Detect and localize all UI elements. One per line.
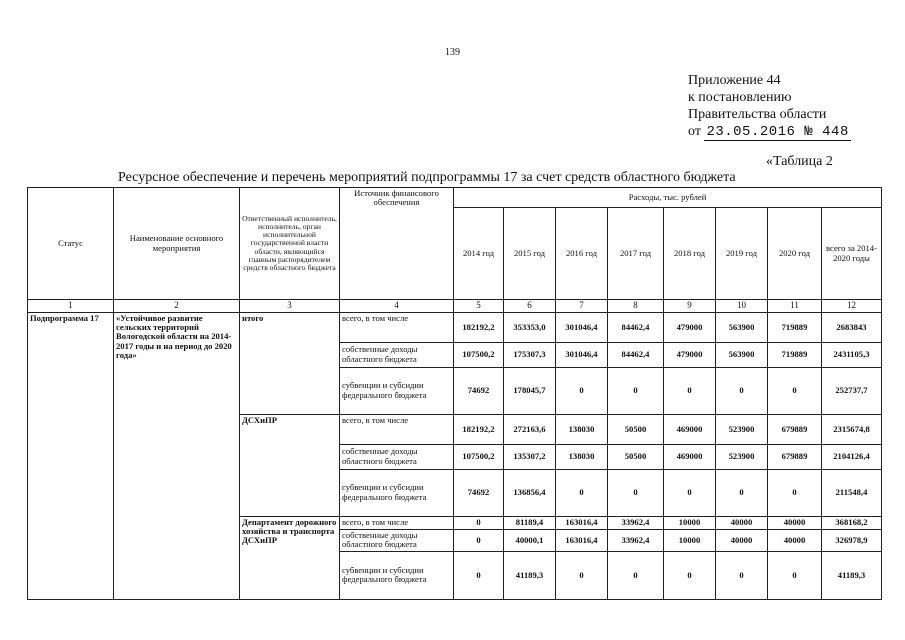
value-cell: 0 <box>608 469 664 516</box>
total-value-cell: 211548,4 <box>822 469 882 516</box>
page-number: 139 <box>445 47 460 58</box>
value-cell: 469000 <box>664 414 716 444</box>
appendix-block <box>688 72 851 141</box>
column-index: 7 <box>556 300 608 313</box>
table-row <box>28 312 882 342</box>
value-cell: 10000 <box>664 529 716 551</box>
column-index: 12 <box>822 300 882 313</box>
value-cell: 719889 <box>768 312 822 342</box>
value-cell: 0 <box>454 516 504 529</box>
value-cell: 163016,4 <box>556 529 608 551</box>
total-value-cell: 41189,3 <box>822 551 882 599</box>
value-cell: 136856,4 <box>504 469 556 516</box>
source-cell: субвенции и субсидии федерального бюджета <box>340 469 454 516</box>
value-cell: 163016,4 <box>556 516 608 529</box>
value-cell: 679889 <box>768 444 822 469</box>
source-cell: всего, в том числе <box>340 312 454 342</box>
value-cell: 40000 <box>768 516 822 529</box>
value-cell: 41189,3 <box>504 551 556 599</box>
value-cell: 479000 <box>664 342 716 367</box>
appendix-date-line <box>688 123 851 141</box>
executor-cell: итого <box>240 312 340 414</box>
column-index: 6 <box>504 300 556 313</box>
value-cell: 719889 <box>768 342 822 367</box>
appendix-line-2: к постановлению <box>688 90 792 105</box>
value-cell: 0 <box>768 367 822 414</box>
header-year-total: всего за 2014-2020 годы <box>822 208 882 300</box>
column-index: 10 <box>716 300 768 313</box>
total-value-cell: 2315674,8 <box>822 414 882 444</box>
table-header <box>28 188 882 300</box>
column-index: 2 <box>114 300 240 313</box>
source-cell: всего, в том числе <box>340 516 454 529</box>
value-cell: 138030 <box>556 444 608 469</box>
resource-table <box>27 187 882 600</box>
header-executor: Ответственный исполнитель, исполнитель, орган исполнительной государственной власти области, являющийся главным распорядителем средств областного бюджета <box>240 188 340 300</box>
table-body <box>28 300 882 600</box>
column-index: 11 <box>768 300 822 313</box>
value-cell: 135307,2 <box>504 444 556 469</box>
value-cell: 0 <box>716 367 768 414</box>
value-cell: 33962,4 <box>608 529 664 551</box>
value-cell: 50500 <box>608 414 664 444</box>
value-cell: 0 <box>768 469 822 516</box>
value-cell: 107500,2 <box>454 342 504 367</box>
column-index: 3 <box>240 300 340 313</box>
source-cell: собственные доходы областного бюджета <box>340 342 454 367</box>
source-cell: субвенции и субсидии федерального бюджета <box>340 367 454 414</box>
appendix-line-3: Правительства области <box>688 107 827 122</box>
appendix-from-label: от <box>688 124 701 139</box>
measure-name-cell: «Устойчивое развитие сельских территорий Вологодской области на 2014-2017 годы и на период до 2020 года» <box>114 312 240 599</box>
value-cell: 182192,2 <box>454 414 504 444</box>
source-cell: субвенции и субсидии федерального бюджета <box>340 551 454 599</box>
total-value-cell: 252737,7 <box>822 367 882 414</box>
value-cell: 523900 <box>716 414 768 444</box>
column-index: 8 <box>608 300 664 313</box>
value-cell: 0 <box>608 551 664 599</box>
value-cell: 0 <box>454 551 504 599</box>
header-year: 2014 год <box>454 208 504 300</box>
value-cell: 33962,4 <box>608 516 664 529</box>
value-cell: 175307,3 <box>504 342 556 367</box>
value-cell: 301046,4 <box>556 342 608 367</box>
value-cell: 469000 <box>664 444 716 469</box>
header-source: Источник финансового обеспечения <box>340 188 454 300</box>
value-cell: 50500 <box>608 444 664 469</box>
value-cell: 40000 <box>768 529 822 551</box>
value-cell: 107500,2 <box>454 444 504 469</box>
executor-cell: ДСХиПР <box>240 414 340 516</box>
value-cell: 353353,0 <box>504 312 556 342</box>
header-year: 2019 год <box>716 208 768 300</box>
total-value-cell: 326978,9 <box>822 529 882 551</box>
status-cell: Подпрограмма 17 <box>28 312 114 599</box>
value-cell: 563900 <box>716 312 768 342</box>
header-year: 2018 год <box>664 208 716 300</box>
header-name: Наименование основного мероприятия <box>114 188 240 300</box>
value-cell: 0 <box>556 551 608 599</box>
value-cell: 40000,1 <box>504 529 556 551</box>
value-cell: 0 <box>556 469 608 516</box>
total-value-cell: 2431105,3 <box>822 342 882 367</box>
value-cell: 40000 <box>716 529 768 551</box>
value-cell: 0 <box>664 551 716 599</box>
column-index: 1 <box>28 300 114 313</box>
header-year: 2020 год <box>768 208 822 300</box>
value-cell: 563900 <box>716 342 768 367</box>
header-year: 2017 год <box>608 208 664 300</box>
table-reference: «Таблица 2 <box>766 154 833 169</box>
value-cell: 84462,4 <box>608 312 664 342</box>
value-cell: 0 <box>664 367 716 414</box>
value-cell: 272163,6 <box>504 414 556 444</box>
value-cell: 679889 <box>768 414 822 444</box>
column-index: 4 <box>340 300 454 313</box>
header-year: 2015 год <box>504 208 556 300</box>
header-expenses: Расходы, тыс. рублей <box>454 188 882 208</box>
value-cell: 523900 <box>716 444 768 469</box>
value-cell: 81189,4 <box>504 516 556 529</box>
value-cell: 74692 <box>454 367 504 414</box>
value-cell: 84462,4 <box>608 342 664 367</box>
column-index-row <box>28 300 882 313</box>
source-cell: собственные доходы областного бюджета <box>340 529 454 551</box>
total-value-cell: 2683843 <box>822 312 882 342</box>
value-cell: 138030 <box>556 414 608 444</box>
value-cell: 0 <box>556 367 608 414</box>
value-cell: 0 <box>664 469 716 516</box>
value-cell: 10000 <box>664 516 716 529</box>
value-cell: 479000 <box>664 312 716 342</box>
decree-date-number-stamp: 23.05.2016 № 448 <box>706 124 849 140</box>
value-cell: 182192,2 <box>454 312 504 342</box>
value-cell: 178045,7 <box>504 367 556 414</box>
value-cell: 74692 <box>454 469 504 516</box>
executor-cell: Департамент дорожного хозяйства и транспорта ДСХиПР <box>240 516 340 599</box>
total-value-cell: 2104126,4 <box>822 444 882 469</box>
value-cell: 301046,4 <box>556 312 608 342</box>
header-year: 2016 год <box>556 208 608 300</box>
value-cell: 0 <box>716 551 768 599</box>
value-cell: 0 <box>608 367 664 414</box>
document-title: Ресурсное обеспечение и перечень мероприятий подпрограммы 17 за счет средств областного бюджета <box>118 170 736 185</box>
header-status: Статус <box>28 188 114 300</box>
appendix-line-1: Приложение 44 <box>688 73 781 88</box>
source-cell: собственные доходы областного бюджета <box>340 444 454 469</box>
value-cell: 0 <box>768 551 822 599</box>
source-cell: всего, в том числе <box>340 414 454 444</box>
column-index: 9 <box>664 300 716 313</box>
value-cell: 0 <box>716 469 768 516</box>
value-cell: 40000 <box>716 516 768 529</box>
total-value-cell: 368168,2 <box>822 516 882 529</box>
column-index: 5 <box>454 300 504 313</box>
value-cell: 0 <box>454 529 504 551</box>
